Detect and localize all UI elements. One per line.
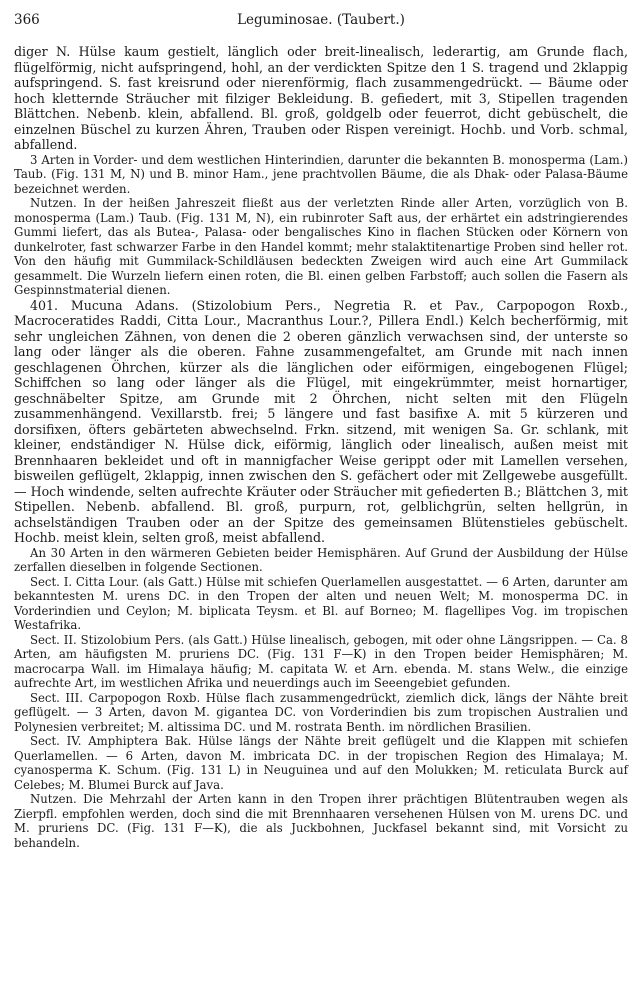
section-amphiptera: Sect. IV. Amphiptera Bak. Hülse längs der Nähte breit geflügelt und die Klappen mit schiefen Querlamellen. — 6 Arten, davon M. imbricata DC. in der tropischen Region des Himalaya; M. cyanosperma K. Schum. (Fig. 131 L) in Neuguinea und auf den Molukken; M. reticulata Burck auf Celebes; M. Blumei Burck auf Java. (14, 734, 628, 792)
section-carpopogon: Sect. III. Carpopogon Roxb. Hülse flach zusammengedrückt, ziemlich dick, längs der Nähte breit geflügelt. — 3 Arten, davon M. gigantea DC. von Vorderindien bis zum tropischen Australien und Polynesien verbreitet; M. altissima DC. und M. rostrata Benth. im nördlichen Brasilien. (14, 690, 628, 734)
running-title: Leguminosae. (Taubert.) (237, 12, 405, 28)
species-note: 3 Arten in Vorder- und dem westlichen Hinterindien, darunter die bekannten B. monosperma (Lam.) Taub. (Fig. 131 M, N) und B. minor Ham., jene prachtvollen Bäume, die als Dhak- oder Palasa-Bäume bezeichnet werden. (14, 152, 628, 196)
genus-description-continued: diger N. Hülse kaum gestielt, länglich oder breit-linealisch, lederartig, am Grunde flach, flügelförmig, nicht aufspringend, hohl, an der verdickten Spitze den 1 S. tragend und 2klappig aufspringend. S. fast kreisrund oder nierenförmig, flach zusammengedrückt. — Bäume oder hoch kletternde Sträucher mit filziger Bekleidung. B. gefiedert, mit 3, Stipellen tragenden Blättchen. Nebenb. klein, abfallend. Bl. groß, goldgelb oder feuerrot, dicht gebüschelt, die einzelnen Büschel zu kurzen Ähren, Trauben oder Rispen vereinigt. Hochb. und Vorb. schmal, abfallend. (14, 44, 628, 152)
distribution-note: An 30 Arten in den wärmeren Gebieten beider Hemisphären. Auf Grund der Ausbildung der Hülse zerfallen dieselben in folgende Sectionen. (14, 545, 628, 574)
section-stizolobium: Sect. II. Stizolobium Pers. (als Gatt.) Hülse linealisch, gebogen, mit oder ohne Längsrippen. — Ca. 8 Arten, am häufigsten M. pruriens DC. (Fig. 131 F—K) in den Tropen beider Hemisphären; M. macrocarpa Wall. im Himalaya häufig; M. capitata W. et Arn. ebenda. M. stans Welw., die einzige aufrechte Art, im westlichen Afrika und neuerdings auch im Seeengebiet gefunden. (14, 632, 628, 690)
uses-paragraph-butea: Nutzen. In der heißen Jahreszeit fließt aus der verletzten Rinde aller Arten, vorzüglich von B. monosperma (Lam.) Taub. (Fig. 131 M, N), ein rubinroter Saft aus, der erhärtet ein adstringierendes Gummi liefert, das als Butea-, Palasa- oder bengalisches Kino in flachen Stücken oder Körnern von dunkelroter, fast schwarzer Farbe in den Handel kommt; mehr stalaktitenartige Proben sind heller rot. Von den häufig mit Gummilack-Schildläusen bedeckten Zweigen wird auch eine Art Gummilack gesammelt. Die Wurzeln liefern einen roten, die Bl. einen gelben Farbstoff; auch sollen die Fasern als Gespinnstmaterial dienen. (14, 196, 628, 297)
page-body (14, 44, 628, 850)
genus-entry-mucuna: 401. Mucuna Adans. (Stizolobium Pers., Negretia R. et Pav., Carpopogon Roxb., Macroceratides Raddi, Citta Lour., Macranthus Lour.?, Pillera Endl.) Kelch becherförmig, mit sehr ungleichen Zähnen, von denen die 2 oberen gänzlich verwachsen sind, der unterste so lang oder länger als die oberen. Fahne zusammengefaltet, am Grunde mit nach innen geschlagenen Öhrchen, kürzer als die länglichen oder eiförmigen, eingebogenen Flügel; Schiffchen so lang oder länger als die Flügel, mit eingekrümmter, meist hornartiger, geschnäbelter Spitze, am Grunde mit 2 Öhrchen, nicht selten mit den Flügeln zusammenhängend. Vexillarstb. frei; 5 längere und fast basifixe A. mit 5 kürzeren und dorsifixen, öfters gebärteten abwechselnd. Frkn. sitzend, mit wenigen Sa. Gr. schlank, mit kleiner, endständiger N. Hülse dick, eiförmig, länglich oder linealisch, außen meist mit Brennhaaren bekleidet und oft in mannigfacher Weise gerippt oder mit Lamellen versehen, bisweilen geflügelt, 2klappig, innen zwischen den S. gefächert oder mit Zellgewebe ausgefüllt. — Hoch windende, selten aufrechte Kräuter oder Sträucher mit gefiederten B.; Blättchen 3, mit Stipellen. Nebenb. abfallend. Bl. groß, purpurn, rot, gelblichgrün, selten hellgrün, in achselständigen Trauben oder an der Spitze des gemeinsamen Blütenstieles gebüschelt. Hochb. meist klein, selten groß, meist abfallend. (14, 297, 628, 545)
page-number: 366 (14, 12, 40, 28)
section-citta: Sect. I. Citta Lour. (als Gatt.) Hülse mit schiefen Querlamellen ausgestattet. — 6 Arten, darunter am bekanntesten M. urens DC. in den Tropen der alten und neuen Welt; M. monosperma DC. in Vorderindien und Ceylon; M. biplicata Teysm. et Bl. auf Borneo; M. flagellipes Vog. im tropischen Westafrika. (14, 574, 628, 632)
running-header (14, 12, 628, 32)
uses-paragraph-mucuna: Nutzen. Die Mehrzahl der Arten kann in den Tropen ihrer prächtigen Blütentrauben wegen als Zierpfl. empfohlen werden, doch sind die mit Brennhaaren versehenen Hülsen von M. urens DC. und M. pruriens DC. (Fig. 131 F—K), die als Juckbohnen, Juckfasel bekannt sind, mit Vorsicht zu behandeln. (14, 792, 628, 850)
